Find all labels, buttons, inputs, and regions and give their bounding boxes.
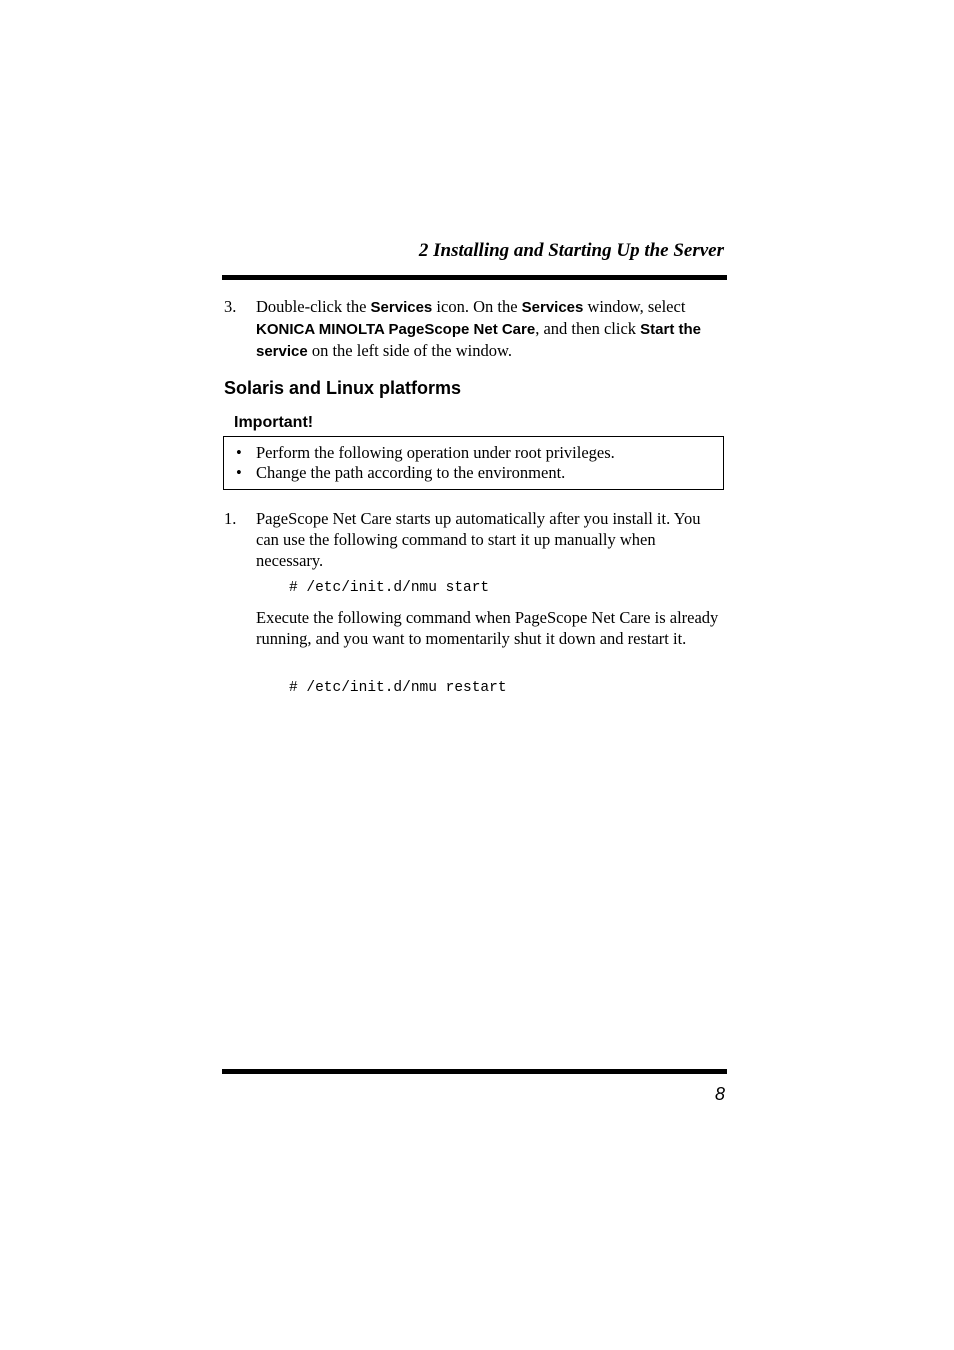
step-text: Double-click the Services icon. On the Services window, select KONICA MINOLTA PageScope Net Care, and then click Start the service on the left side of the window. <box>256 297 701 360</box>
start-service-term: Start the service <box>256 321 701 360</box>
bullet-icon: • <box>236 443 242 462</box>
page-number: 8 <box>714 1084 725 1104</box>
chapter-title: 2 Installing and Starting Up the Server <box>418 240 724 261</box>
important-label: Important! <box>234 414 314 431</box>
step-text: PageScope Net Care starts up automatically after you install it. You can use the following command to start it up manually when necessary. <box>256 509 701 570</box>
step-1 <box>224 508 729 574</box>
restart-paragraph: Execute the following command when PageScope Net Care is already running, and you want to momentarily shut it down and restart it. <box>256 608 719 648</box>
product-name: KONICA MINOLTA PageScope Net Care <box>256 321 536 338</box>
header-rule <box>222 275 727 280</box>
step-number: 3. <box>224 297 237 316</box>
step-3 <box>224 296 729 362</box>
services-term: Services <box>370 299 433 316</box>
bullet-icon: • <box>236 463 242 482</box>
important-box: • Perform the following operation under root privileges. • Change the path according to the environment. <box>223 436 724 490</box>
step-number: 1. <box>224 509 237 528</box>
services-term: Services <box>521 299 584 316</box>
footer-rule <box>222 1069 727 1074</box>
command-start: # /etc/init.d/nmu start <box>289 580 490 596</box>
section-heading: Solaris and Linux platforms <box>224 378 462 398</box>
command-restart: # /etc/init.d/nmu restart <box>289 680 507 696</box>
